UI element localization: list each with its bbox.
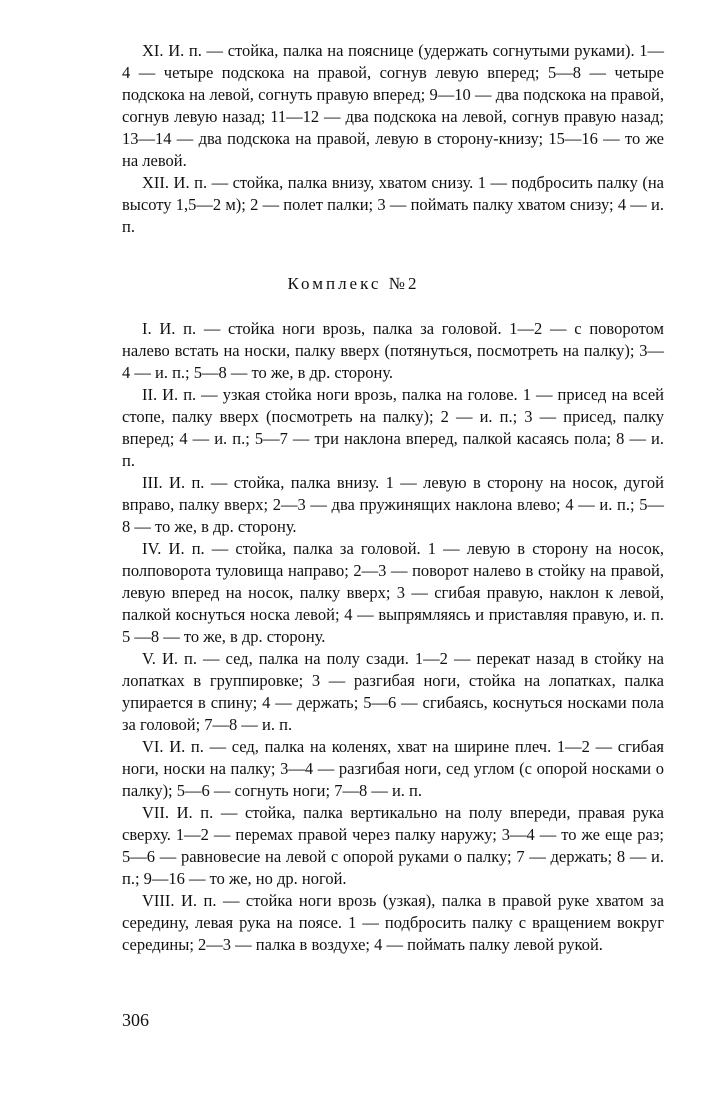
exercise-paragraph: V. И. п. — сед, палка на полу сзади. 1—2 — перекат назад в стойку на лопатках в группировке; 3 — разгибая ноги, стойка на лопатках, палка упирается в спину; 4 — держать; 5—6 — сгибаясь, коснуться носками пола за головой; 7—8 — и. п. (122, 649, 664, 734)
exercise-paragraph: XI. И. п. — стойка, палка на пояснице (удержать согнутыми руками). 1—4 — четыре подскока на правой, согнув левую вперед; 5—8 — четыре подскока на левой, согнуть правую вперед; 9—10 — два подскока на правой, согнув левую назад; 11—12 — два подскока на левой, согнув правую назад; 13—14 — два подскока на правой, левую в сторону-книзу; 15—16 — то же на левой. (122, 41, 664, 170)
exercise-paragraph: VII. И. п. — стойка, палка вертикально на полу впереди, правая рука сверху. 1—2 — перемах правой через палку наружу; 3—4 — то же еще раз; 5—6 — равновесие на левой с опорой руками о палку; 7 — держать; 8 — и. п.; 9—16 — то же, но др. ногой. (122, 803, 664, 888)
top-section (122, 40, 664, 238)
exercise-paragraph: VIII. И. п. — стойка ноги врозь (узкая), палка в правой руке хватом за середину, левая рука на поясе. 1 — подбросить палку с вращением вокруг середины; 2—3 — палка в воздухе; 4 — поймать палку левой рукой. (122, 891, 664, 954)
complex-2-section (122, 318, 664, 956)
exercise-paragraph: III. И. п. — стойка, палка внизу. 1 — левую в сторону на носок, дугой вправо, палку вверх; 2—3 — два пружинящих наклона влево; 4 — и. п.; 5—8 — то же, в др. сторону. (122, 473, 664, 536)
exercise-paragraph: I. И. п. — стойка ноги врозь, палка за головой. 1—2 — с поворотом налево встать на носки, палку вверх (потянуться, посмотреть на палку); 3—4 — и. п.; 5—8 — то же, в др. сторону. (122, 319, 664, 382)
exercise-paragraph: VI. И. п. — сед, палка на коленях, хват на ширине плеч. 1—2 — сгибая ноги, носки на палку; 3—4 — разгибая ноги, сед углом (с опорой носками о палку); 5—6 — согнуть ноги; 7—8 — и. п. (122, 737, 664, 800)
complex-heading: Комплекс №2 (287, 274, 420, 293)
exercise-paragraph: II. И. п. — узкая стойка ноги врозь, палка на голове. 1 — присед на всей стопе, палку вверх (посмотреть на палку); 2 — и. п.; 3 — присед, палку вперед; 4 — и. п.; 5—7 — три наклона вперед, палкой касаясь пола; 8 — и. п. (122, 385, 664, 470)
exercise-paragraph: XII. И. п. — стойка, палка внизу, хватом снизу. 1 — подбросить палку (на высоту 1,5—2 м); 2 — полет палки; 3 — поймать палку хватом снизу; 4 — и. п. (122, 173, 664, 236)
page-number: 306 (122, 1010, 149, 1030)
exercise-paragraph: IV. И. п. — стойка, палка за головой. 1 — левую в сторону на носок, полповорота туловища направо; 2—3 — поворот налево в стойку на правой, левую вперед на носок, палку вверх; 3 — сгибая правую, наклон к левой, палкой коснуться носка левой; 4 — выпрямляясь и приставляя правую, и. п. 5 —8 — то же, в др. сторону. (122, 539, 664, 646)
